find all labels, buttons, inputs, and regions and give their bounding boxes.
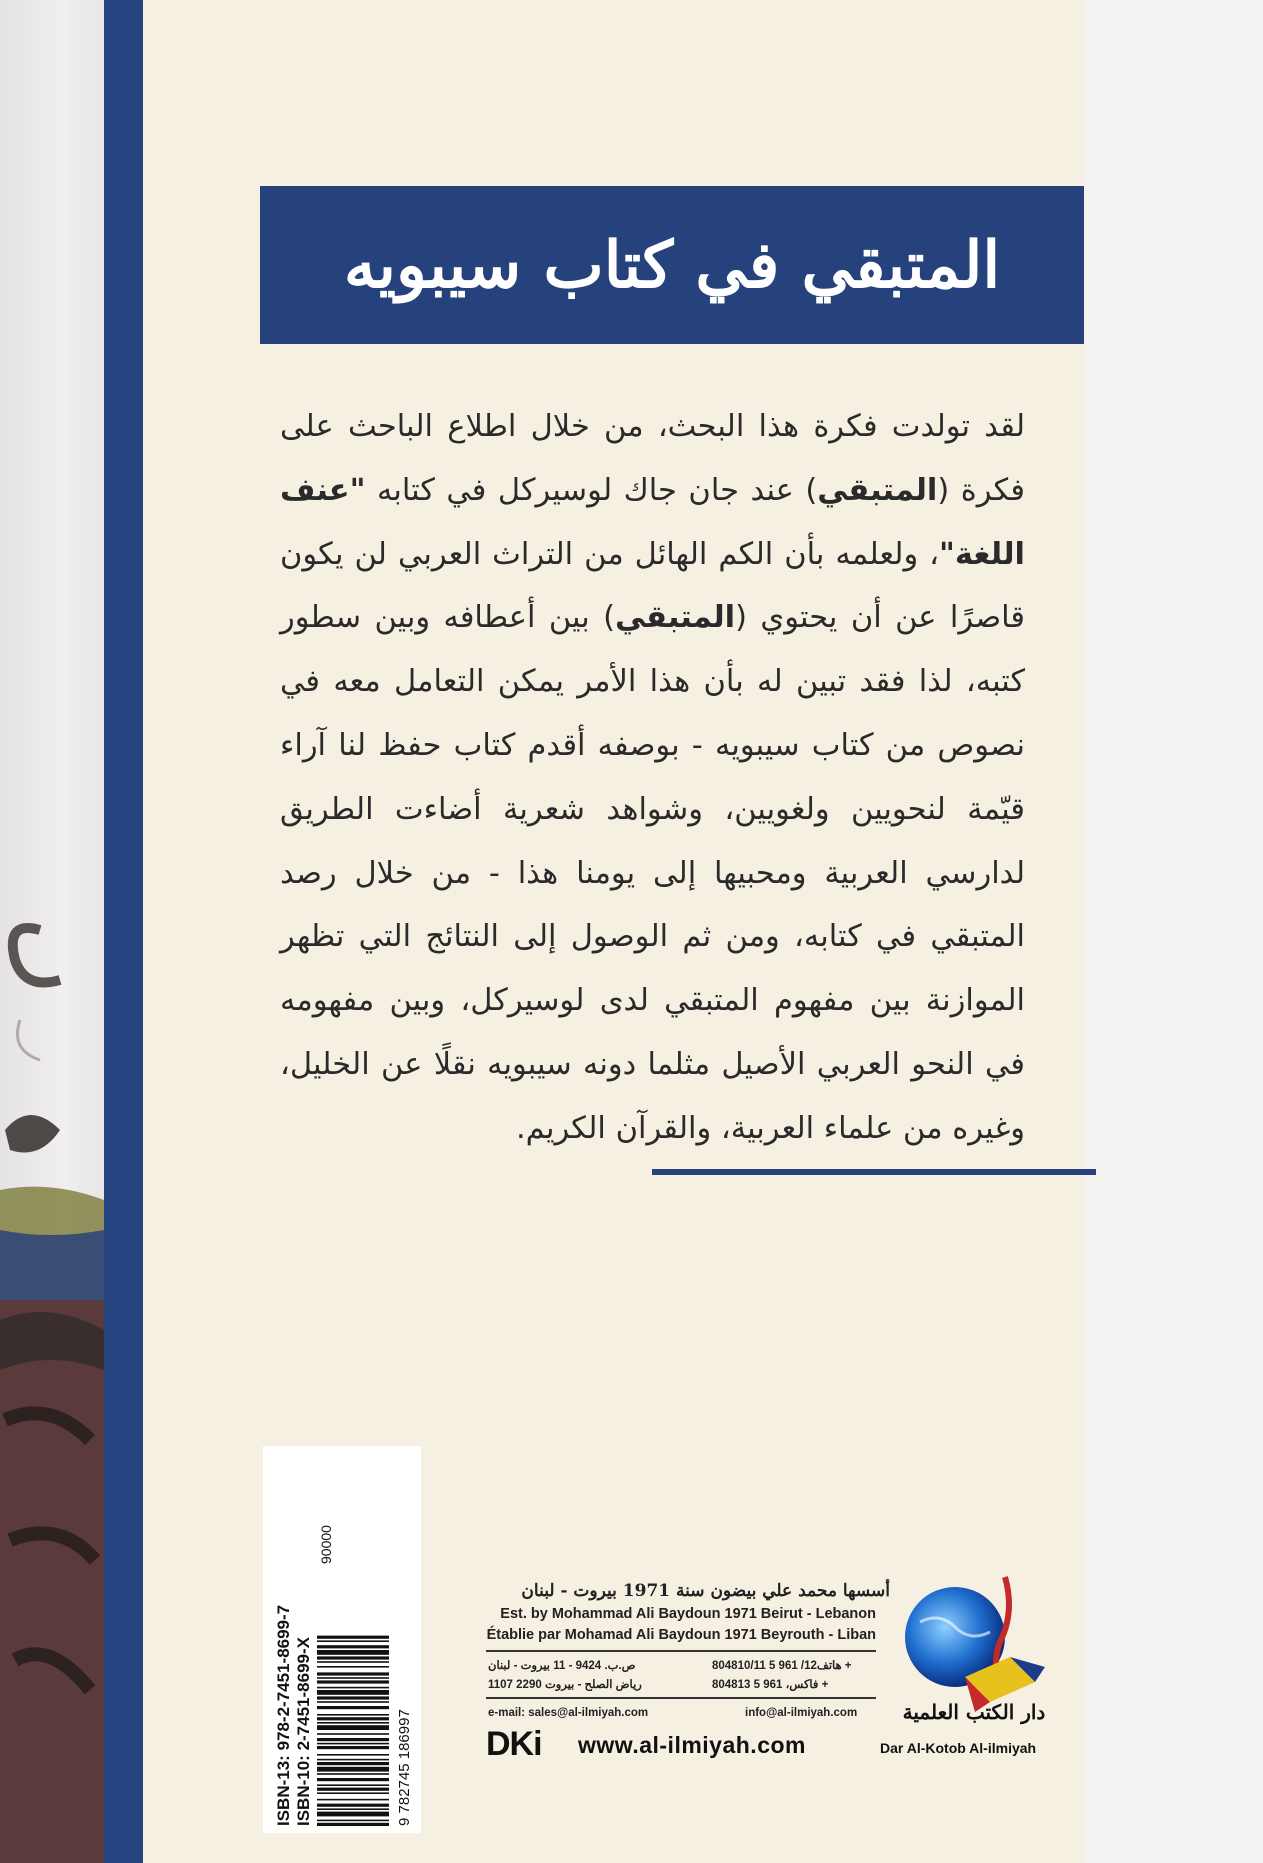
po-box: ص.ب. 9424 - 11 بيروت - لبنان <box>488 1660 636 1672</box>
barcode-bar <box>317 1767 389 1772</box>
blurb-emphasis: "عنف اللغة" <box>280 472 1025 572</box>
sales-email: e-mail: sales@al-ilmiyah.com <box>488 1707 649 1719</box>
page-edge <box>1083 0 1263 1863</box>
barcode-bar <box>317 1645 389 1648</box>
barcode-bar <box>317 1808 389 1810</box>
price-code: 90000 <box>318 1525 334 1564</box>
blurb-emphasis: المتبقي <box>817 472 938 508</box>
publisher-name-english: Dar Al-Kotob Al-ilmiyah <box>880 1740 1037 1756</box>
fax-number: فاكس، 961 5 804813 + <box>712 1679 829 1691</box>
barcode-bar <box>317 1714 389 1716</box>
barcode-bar <box>317 1650 389 1655</box>
phone-number: هاتف12/ 961 5 804810/11 + <box>712 1660 852 1672</box>
barcode-bar <box>317 1656 389 1659</box>
isbn10-label: ISBN-10: 2-7451-8699-X <box>294 1637 313 1826</box>
blurb-emphasis: المتبقي <box>615 600 736 636</box>
blurb-text-part: ) عند جان جاك لوسيركل في كتابه <box>365 472 818 508</box>
barcode-bar <box>317 1636 389 1639</box>
barcode-bar <box>317 1823 389 1826</box>
blurb-text-part: لقد تولدت فكرة هذا البحث، من خلال اطلاع الباحث على فكرة ( <box>280 409 1026 508</box>
barcode-bar <box>317 1725 389 1730</box>
barcode-bar <box>317 1762 389 1765</box>
barcode-bar <box>317 1701 389 1703</box>
barcode-bar <box>317 1812 389 1817</box>
barcode-bar <box>317 1788 389 1791</box>
publisher-name-arabic: دار الكتب العلمية <box>902 1700 1046 1724</box>
barcode-bar <box>317 1804 389 1807</box>
website-url: www.al-ilmiyah.com <box>578 1732 806 1758</box>
barcode-bar <box>317 1722 389 1724</box>
founded-english: Est. by Mohammad Ali Baydoun 1971 Beirut - Lebanon <box>500 1606 876 1622</box>
barcode-bar <box>317 1746 389 1749</box>
blurb-text <box>280 395 1025 1161</box>
isbn13-label: ISBN-13: 978-2-7451-8699-7 <box>274 1604 293 1826</box>
barcode-bars <box>317 1636 389 1826</box>
info-email: info@al-ilmiyah.com <box>745 1707 858 1719</box>
title-banner <box>260 186 1084 344</box>
book-title: المتبقي في كتاب سيبويه <box>343 227 1001 303</box>
spine-band <box>104 0 143 1863</box>
blurb-text-part: ) بين أعطافه وبين سطور كتبه، لذا فقد تبين له بأن هذا الأمر يمكن التعامل معه في نصوص من كتاب سيبويه - بوصفه أقدم كتاب حفظ لنا آراء قيّمة لنحويين ولغويين، وشواهد شعرية أضاءت الطريق لدارسي العربية ومحبيها إلى يومنا هذا - من خلال رصد المتبقي في كتابه، ومن ثم الوصول إلى النتائج التي تظهر الموازنة بين مفهوم المتبقي لدى لوسيركل، وبين مفهومه في النحو العربي الأصيل مثلما دونه سيبويه نقلًا عن الخليل، وغيره من علماء العربية، والقرآن الكريم. <box>280 600 1025 1146</box>
barcode-bar <box>317 1680 389 1683</box>
founded-arabic: أسسها محمد علي بيضون سنة 1971 بيروت - لبنان <box>521 1581 890 1601</box>
barcode-bar <box>317 1672 389 1675</box>
barcode-bar <box>317 1666 389 1668</box>
barcode-bar <box>317 1640 389 1642</box>
barcode-bar <box>317 1754 389 1756</box>
barcode-bar <box>317 1687 389 1689</box>
barcode-bar <box>317 1820 389 1822</box>
barcode-bar <box>317 1706 389 1709</box>
barcode-bar <box>317 1690 389 1695</box>
barcode-bar <box>317 1696 389 1699</box>
blurb-text-part: ، ولعلمه بأن الكم الهائل من التراث العربي لن يكون قاصرًا عن أن يحتوي ( <box>280 536 1025 636</box>
barcode-bar <box>317 1799 389 1801</box>
barcode-bar <box>317 1773 389 1775</box>
barcode-bar <box>317 1784 389 1786</box>
barcode-bar <box>317 1778 389 1781</box>
barcode-graphic <box>263 1446 421 1833</box>
founded-french: Établie par Mohamad Ali Baydoun 1971 Beyrouth - Liban <box>486 1627 876 1643</box>
riad-address: رياض الصلح - بيروت 2290 1107 <box>488 1679 642 1691</box>
barcode-bar <box>317 1677 389 1679</box>
barcode-bar <box>317 1743 389 1745</box>
spine-artwork <box>0 900 104 1863</box>
barcode-sticker <box>263 1446 421 1833</box>
publisher-divider <box>486 1697 876 1699</box>
barcode-bar <box>317 1738 389 1741</box>
dki-logo: DKi <box>486 1725 542 1763</box>
barcode-bar <box>317 1759 389 1761</box>
barcode-bar <box>317 1792 389 1794</box>
publisher-divider <box>486 1650 876 1652</box>
barcode-bar <box>317 1717 389 1720</box>
barcode-bar <box>317 1661 389 1663</box>
divider-rule <box>652 1169 1096 1175</box>
barcode-digits: 9 782745 186997 <box>396 1709 413 1826</box>
barcode-bar <box>317 1733 389 1735</box>
